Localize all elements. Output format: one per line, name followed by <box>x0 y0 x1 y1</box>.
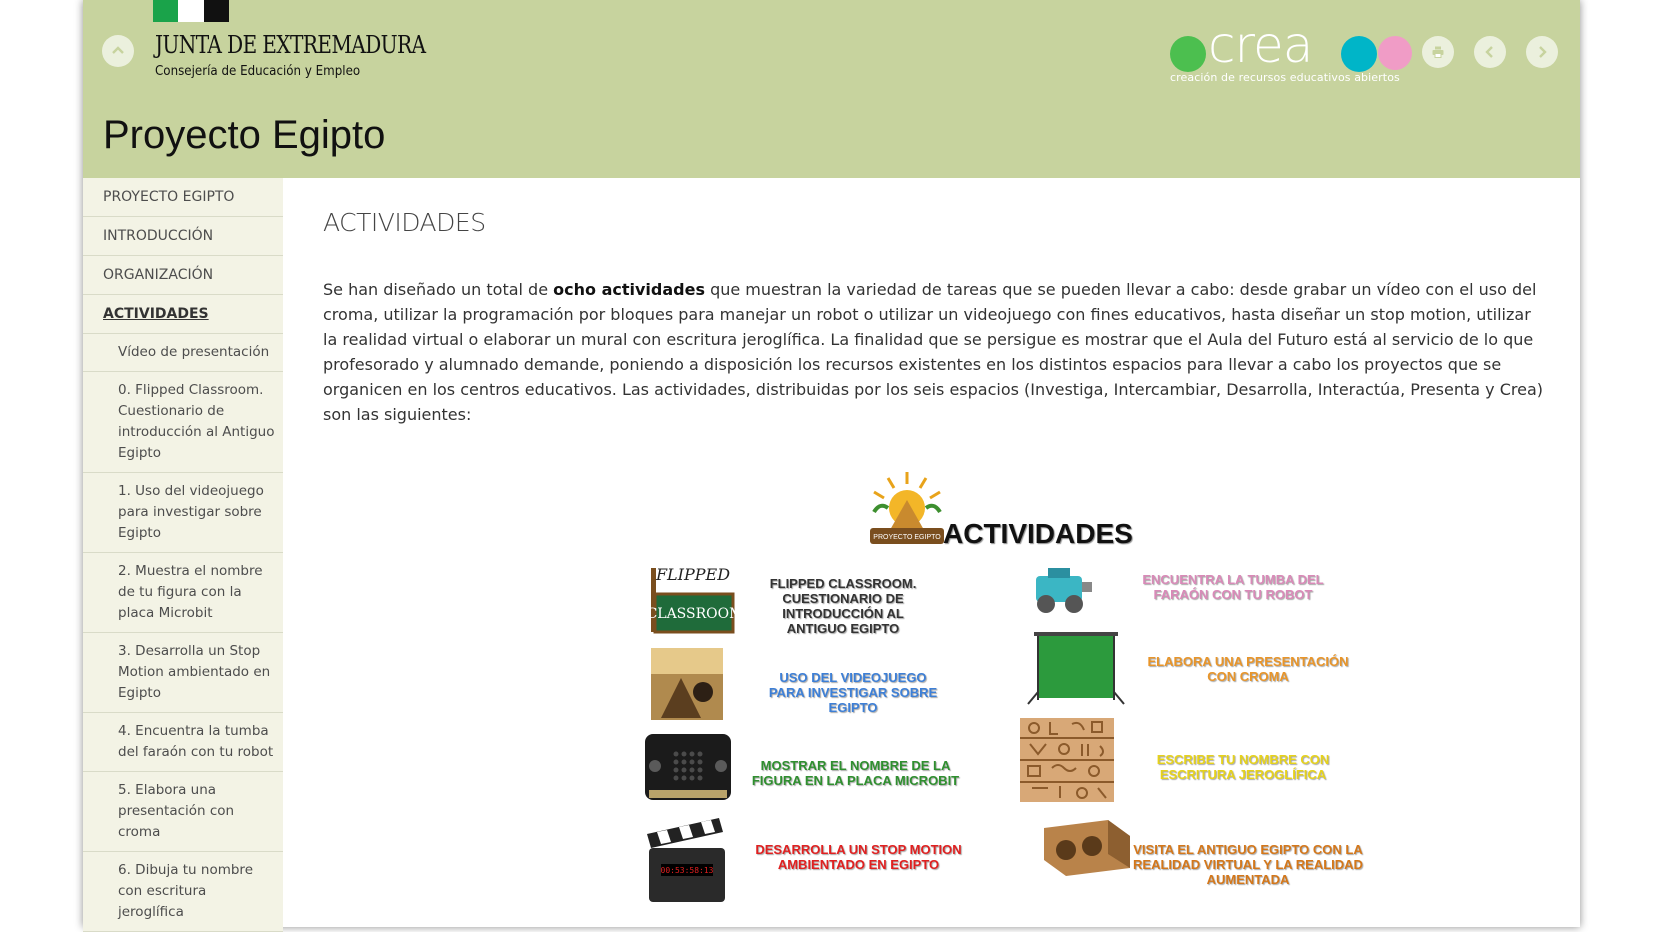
activity-robot-label: ENCUENTRA LA TUMBA DEL FARAÓN CON TU ROBOT <box>1142 572 1324 602</box>
crea-dot-pink <box>1378 36 1412 70</box>
green-screen-icon <box>1026 630 1126 706</box>
crea-logo[interactable] <box>1168 16 1413 90</box>
section-title: ACTIVIDADES <box>323 208 486 237</box>
sidebar-item-organizacion[interactable]: ORGANIZACIÓN <box>83 256 283 295</box>
org-subtitle: Consejería de Educación y Empleo <box>155 63 361 79</box>
sidebar-subitem-croma[interactable]: 5. Elabora una presentación con croma <box>83 772 283 852</box>
crea-tagline: creación de recursos educativos abiertos <box>1170 71 1400 84</box>
page-container <box>83 0 1580 927</box>
print-icon <box>1431 45 1445 59</box>
intro-paragraph <box>323 277 1543 427</box>
sidebar-item-introduccion[interactable]: INTRODUCCIÓN <box>83 217 283 256</box>
microbit-icon <box>643 732 733 802</box>
sidebar-subitem-videojuego[interactable]: 1. Uso del videojuego para investigar sobre Egipto <box>83 473 283 553</box>
flipped-classroom-icon <box>646 565 744 634</box>
activity-flipped-label: FLIPPED CLASSROOM. CUESTIONARIO DE INTRODUCCIÓN AL ANTIGUO EGIPTO <box>769 576 917 636</box>
scroll-up-button[interactable] <box>102 35 134 67</box>
activity-croma-label: ELABORA UNA PRESENTACIÓN CON CROMA <box>1147 654 1349 684</box>
robot-icon <box>1028 566 1102 616</box>
sidebar-subitem-flipped[interactable]: 0. Flipped Classroom. Cuestionario de introducción al Antiguo Egipto <box>83 372 283 473</box>
intro-text-start: Se han diseñado un total de <box>323 280 554 299</box>
chevron-right-icon <box>1535 45 1549 59</box>
site-header <box>83 0 1580 178</box>
hieroglyphs-icon <box>1020 718 1114 802</box>
classroom-word: CLASSROOM <box>646 606 744 622</box>
crea-logo-word: crea <box>1208 16 1313 74</box>
sidebar-subitem-jeroglifica[interactable]: 6. Dibuja tu nombre con escritura jeroglífica <box>83 852 283 932</box>
sidebar-subitem-robot[interactable]: 4. Encuentra la tumba del faraón con tu robot <box>83 713 283 772</box>
activities-infographic <box>643 470 1403 930</box>
clapperboard-icon <box>643 816 729 904</box>
videogame-cover-icon <box>651 648 723 720</box>
infographic-title: ACTIVIDADES <box>943 518 1133 549</box>
sidebar-subitem-stop-motion[interactable]: 3. Desarrolla un Stop Motion ambientado en Egipto <box>83 633 283 713</box>
crea-dot-green <box>1170 36 1206 72</box>
sidebar-nav <box>83 178 283 932</box>
crea-dot-cyan <box>1341 36 1377 72</box>
clapper-time: 00:53:58:13 <box>660 866 714 875</box>
chevron-left-icon <box>1483 45 1497 59</box>
flipped-word: FLIPPED <box>655 565 731 584</box>
badge-text: PROYECTO EGIPTO <box>873 534 941 541</box>
print-button[interactable] <box>1422 36 1454 68</box>
activity-stopmotion-label: DESARROLLA UN STOP MOTION AMBIENTADO EN EGIPTO <box>755 842 962 872</box>
extremadura-flag-icon <box>153 0 229 22</box>
activity-videogame-label: USO DEL VIDEOJUEGO PARA INVESTIGAR SOBRE EGIPTO <box>768 670 938 715</box>
intro-text-bold: ocho actividades <box>553 280 705 299</box>
chevron-up-icon <box>111 44 125 58</box>
activity-vr-label: VISITA EL ANTIGUO EGIPTO CON LA REALIDAD VIRTUAL Y LA REALIDAD AUMENTADA <box>1133 842 1363 887</box>
activity-jeroglifica-label: ESCRIBE TU NOMBRE CON ESCRITURA JEROGLÍFICA <box>1156 752 1330 782</box>
sidebar-item-actividades[interactable]: ACTIVIDADES <box>83 295 283 334</box>
next-page-button[interactable] <box>1526 36 1558 68</box>
sidebar-item-proyecto-egipto[interactable]: PROYECTO EGIPTO <box>83 178 283 217</box>
site-title: Proyecto Egipto <box>103 113 386 157</box>
org-title: JUNTA DE EXTREMADURA <box>155 31 426 59</box>
activity-microbit-label: MOSTRAR EL NOMBRE DE LA FIGURA EN LA PLACA MICROBIT <box>751 758 960 788</box>
sidebar-subitem-video[interactable]: Vídeo de presentación <box>83 334 283 372</box>
proyecto-egipto-badge-icon <box>866 470 948 548</box>
previous-page-button[interactable] <box>1474 36 1506 68</box>
intro-text-end: que muestran la variedad de tareas que se pueden llevar a cabo: desde grabar un vídeo con el uso del croma, utilizar la programación por bloques para manejar un robot o utilizar un videojuego con fines educativos, hasta diseñar un stop motion, utilizar la realidad virtual o elaborar un mural con escritura jeroglífica. La finalidad que se persigue es mostrar que el Aula del Futuro está al servicio de lo que profesorado y alumnado demande, poniendo a disposición los recursos existentes en los distintos espacios para llevar a cabo los proyectos que se organicen en los centros educativos. Las actividades, distribuidas por los seis espacios (Investiga, Intercambiar, Desarrolla, Interactúa, Presenta y Crea) son las siguientes: <box>323 280 1543 424</box>
sidebar-subitem-microbit[interactable]: 2. Muestra el nombre de tu figura con la placa Microbit <box>83 553 283 633</box>
